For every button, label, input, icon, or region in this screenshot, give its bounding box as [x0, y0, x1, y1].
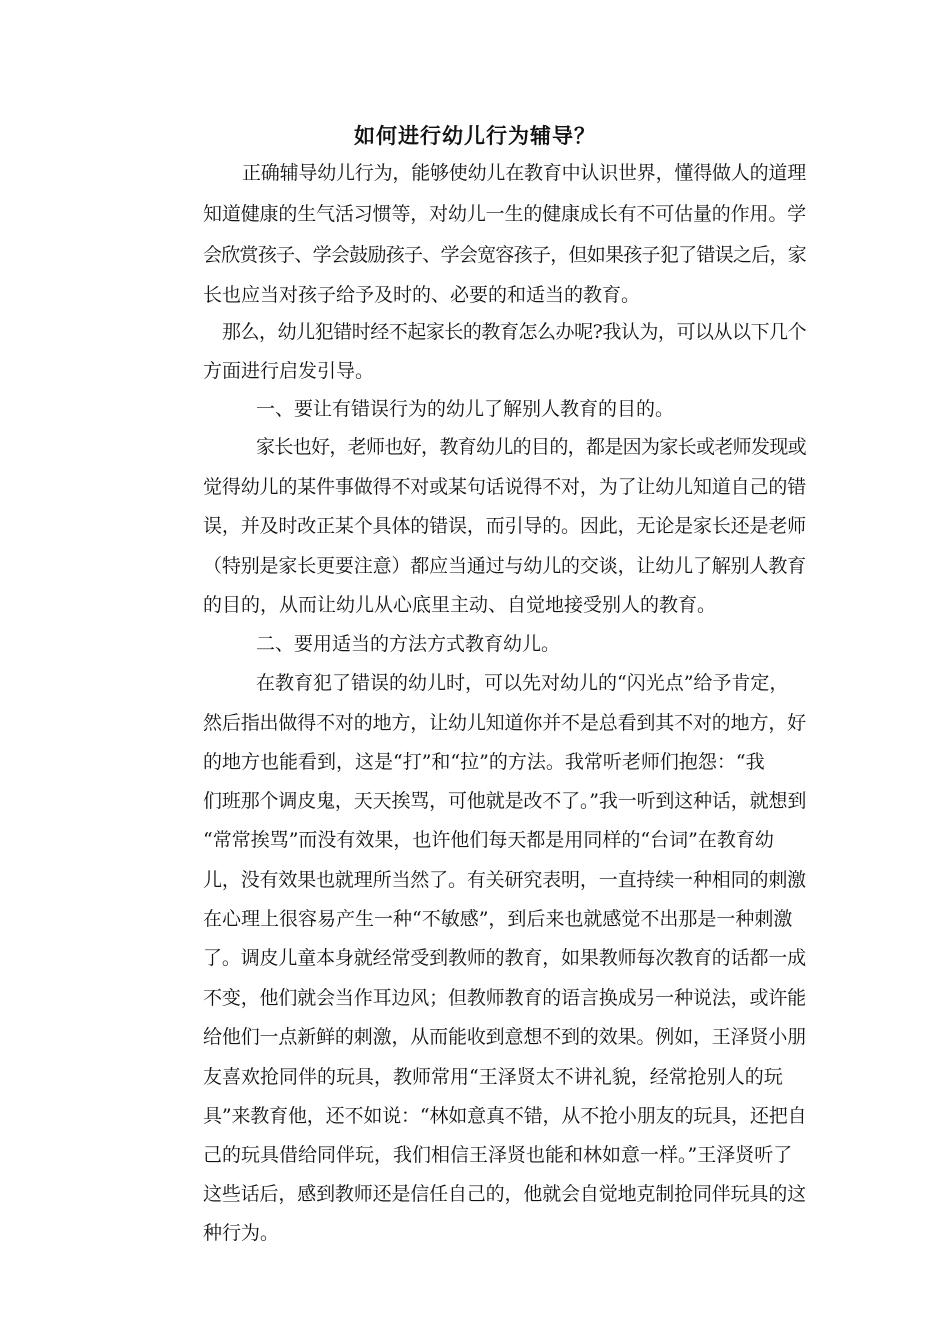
- paragraph-line: 知道健康的生气活习惯等，对幼儿一生的健康成长有不可估量的作用。学: [203, 203, 807, 225]
- document-title: 如何进行幼儿行为辅导？: [354, 124, 596, 148]
- paragraph-line: “常常挨骂”而没有效果，也许他们每天都是用同样的“台词”在教育幼: [203, 829, 774, 851]
- paragraph-line: 正确辅导幼儿行为，能够使幼儿在教育中认识世界，懂得做人的道理: [242, 162, 807, 184]
- paragraph-line: 在教育犯了错误的幼儿时，可以先对幼儿的“闪光点”给予肯定，: [256, 672, 789, 694]
- paragraph-line: 了。调皮儿童本身就经常受到教师的教育，如果教师每次教育的话都一成: [203, 947, 807, 969]
- paragraph-line: 给他们一点新鲜的刺激，从而能收到意想不到的效果。例如，王泽贤小朋: [203, 1026, 807, 1048]
- paragraph-line: （特别是家长更要注意）都应当通过与幼儿的交谈，让幼儿了解别人教育: [203, 555, 807, 577]
- paragraph-line: 觉得幼儿的某件事做得不对或某句话说得不对，为了让幼儿知道自己的错: [203, 476, 807, 498]
- paragraph-line: 方面进行启发引导。: [203, 360, 375, 382]
- paragraph-line: 己的玩具借给同伴玩，我们相信王泽贤也能和林如意一样。”王泽贤听了: [203, 1144, 793, 1166]
- paragraph-line: 的地方也能看到，这是“打”和“拉”的方法。我常听老师们抱怨：“我: [203, 751, 765, 773]
- paragraph-line: 那么，幼儿犯错时经不起家长的教育怎么办呢?我认为，可以从以下几个: [222, 321, 807, 343]
- paragraph-line: 不变，他们就会当作耳边风；但教师教育的语言换成另一种说法，或许能: [203, 987, 807, 1009]
- paragraph-line: 长也应当对孩子给予及时的、必要的和适当的教育。: [203, 284, 641, 306]
- paragraph-line: 在心理上很容易产生一种“不敏感”，到后来也就感觉不出那是一种刺激: [203, 908, 793, 930]
- paragraph-line: 然后指出做得不对的地方，让幼儿知道你并不是总看到其不对的地方，好: [203, 712, 807, 734]
- paragraph-line: 友喜欢抢同伴的玩具，教师常用“王泽贤太不讲礼貌，经常抢别人的玩: [203, 1066, 783, 1088]
- paragraph-line: 的目的，从而让幼儿从心底里主动、自觉地接受别人的教育。: [203, 594, 717, 616]
- paragraph-line: 具”来教育他，还不如说：“林如意真不错，从不抢小朋友的玩具，还把自: [203, 1105, 807, 1127]
- paragraph-line: 会欣赏孩子、学会鼓励孩子、学会宽容孩子，但如果孩子犯了错误之后，家: [203, 244, 807, 266]
- paragraph-line: 儿，没有效果也就理所当然了。有关研究表明，一直持续一种相同的刺激: [203, 869, 807, 891]
- paragraph-line: 种行为。: [203, 1222, 280, 1244]
- paragraph-line: 们班那个调皮鬼，天天挨骂，可他就是改不了。”我一听到这种话，就想到: [203, 790, 807, 812]
- paragraph-line: 误，并及时改正某个具体的错误，而引导的。因此，无论是家长还是老师: [203, 515, 807, 537]
- paragraph-line: 这些话后，感到教师还是信任自己的，他就会自觉地克制抢同伴玩具的这: [203, 1183, 807, 1205]
- section-heading: 一、要让有错误行为的幼儿了解别人教育的目的。: [256, 398, 675, 420]
- section-heading: 二、要用适当的方法方式教育幼儿。: [256, 633, 561, 655]
- paragraph-line: 家长也好，老师也好，教育幼儿的目的，都是因为家长或老师发现或: [256, 436, 806, 458]
